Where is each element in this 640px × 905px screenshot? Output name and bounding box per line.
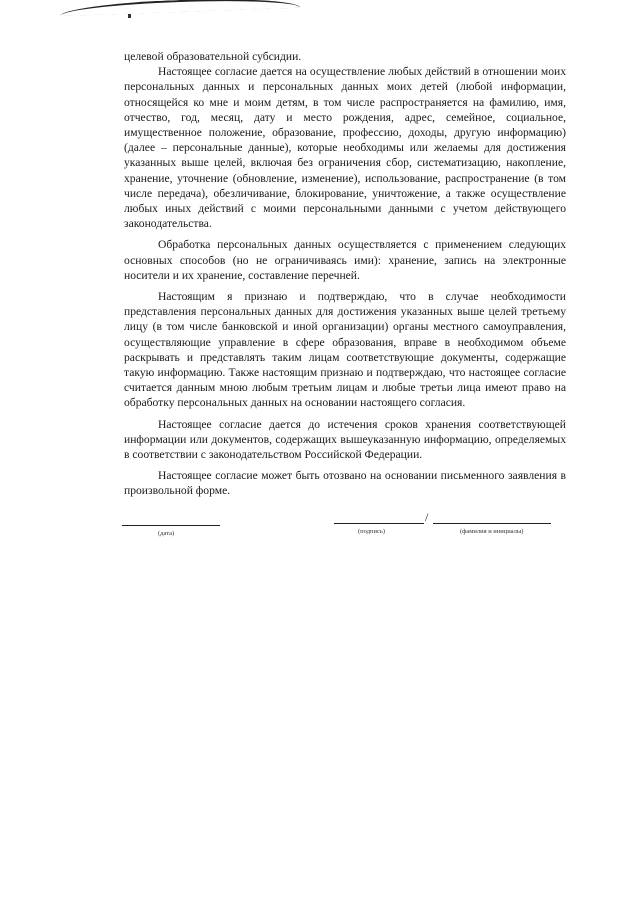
name-caption: (фамилия и инициалы) [460, 528, 524, 535]
paragraph-processing-methods: Обработка персональных данных осуществляется с применением следующих основных способов (но не ограничиваясь ими): хранение, запись на электронные носители и их хранение, составление перечней. [124, 238, 566, 282]
scan-artifact-dot [128, 14, 131, 18]
scan-artifact-line [60, 0, 300, 16]
consent-document-body [124, 49, 566, 505]
paragraph-consent-revocation: Настоящее согласие может быть отозвано на основании письменного заявления в произвольной форме. [124, 469, 566, 498]
name-line [433, 523, 551, 524]
paragraph-subsidy-end: целевой образовательной субсидии. [124, 50, 302, 63]
date-caption: (дата) [158, 530, 175, 537]
paragraph-third-party-disclosure: Настоящим я признаю и подтверждаю, что в случае необходимости представления персональных данных для достижения указанных выше целей третьему лицу (в том числе банковской и иной организации) органы местного самоуправления, осуществляющие управление в сфере образования, вправе в необходимом объеме раскрывать и представлять таким лицам соответствующие документы, содержащие такую информацию. Также настоящим признаю и подтверждаю, что настоящее согласие считается данным мною любым третьим лицам и любые третьи лица имеют право на обработку персональных данных на основании настоящего согласия. [124, 290, 566, 410]
paragraph-consent-duration: Настоящее согласие дается до истечения сроков хранения соответствующей информации или документов, содержащих вышеуказанную информацию, определяемых в соответствии с законодательством Российской Федерации. [124, 417, 566, 462]
signature-separator: / [425, 510, 429, 524]
date-line [122, 525, 220, 526]
paragraph-consent-scope: Настоящее согласие дается на осуществление любых действий в отношении моих персональных данных и персональных данных моих детей (любой информации, относящейся ко мне и моим детям, в том числе распространяется на фамилию, имя, отчество, год, месяц, дату и место рождения, адрес, семейное, социальное, имущественное положение, образование, профессию, доходы, другую информацию) (далее – персональные данные), которые необходимы или желаемы для достижения указанных выше целей, включая без ограничения сбор, систематизацию, накопление, хранение, уточнение (обновление, изменение), использование, распространение (в том числе передача), обезличивание, блокирование, уничтожение, а также осуществление любых иных действий с моими персональными данными с учетом действующего законодательства. [124, 65, 566, 231]
signature-caption: (подпись) [358, 528, 385, 535]
signature-block [0, 510, 640, 548]
signature-line [334, 523, 424, 524]
